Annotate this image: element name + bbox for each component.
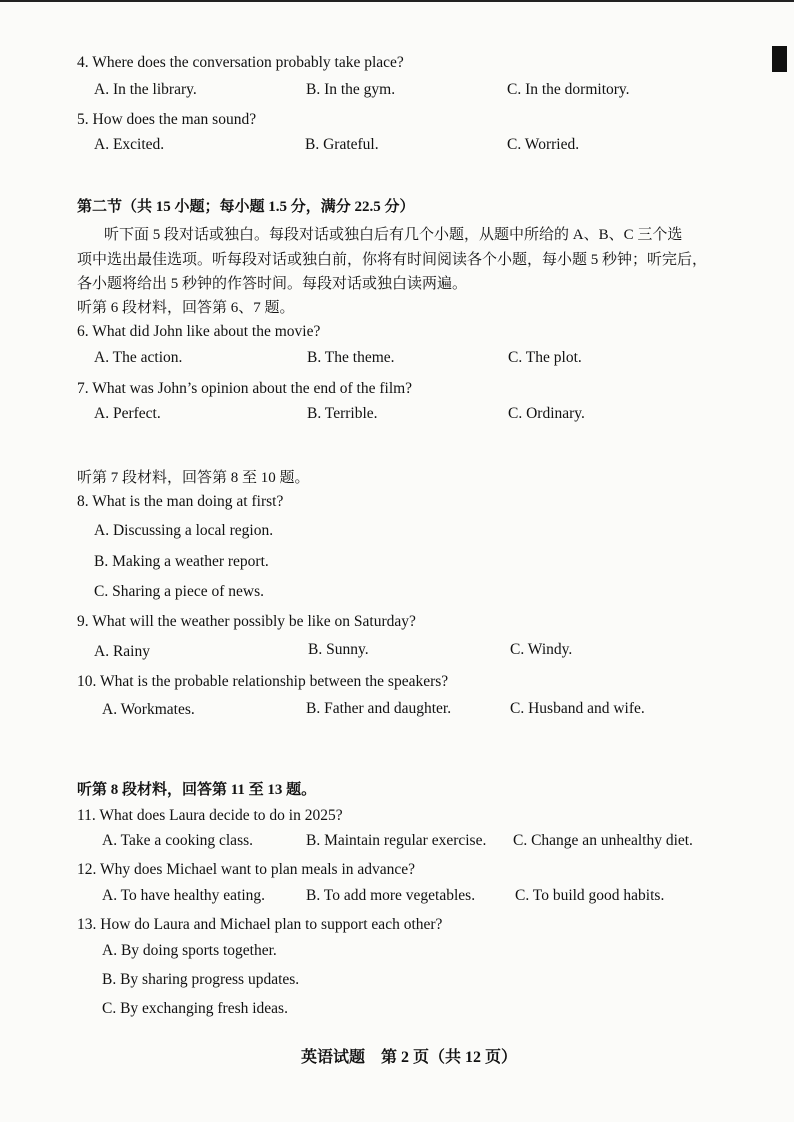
q4-option-a: A. In the library.	[94, 81, 197, 98]
scan-marker	[772, 46, 787, 72]
q12-option-a: A. To have healthy eating.	[102, 887, 266, 904]
q9-option-a: A. Rainy	[94, 643, 150, 660]
question-4: 4. Where does the conversation probably take place?	[77, 54, 404, 71]
question-5: 5. How does the man sound?	[77, 111, 257, 128]
section-heading: 第二节（共 15 小题；每小题 1.5 分，满分 22.5 分）	[77, 199, 415, 215]
q5-option-a: A. Excited.	[94, 136, 165, 153]
q13-option-c: C. By exchanging fresh ideas.	[102, 1000, 288, 1017]
q11-option-b: B. Maintain regular exercise.	[306, 832, 487, 849]
question-11: 11. What does Laura decide to do in 2025?	[77, 807, 343, 824]
q8-option-c: C. Sharing a piece of news.	[94, 583, 265, 600]
q7-option-a: A. Perfect.	[94, 405, 161, 422]
instruction-line-2: 项中选出最佳选项。听每段对话或独白前，你将有时间阅读各个小题，每小题 5 秒钟；听完后，	[77, 252, 708, 268]
question-7: 7. What was John’s opinion about the end of the film?	[77, 380, 413, 397]
part-6-title: 听第 6 段材料，回答第 6、7 题。	[77, 300, 295, 316]
q6-option-b: B. The theme.	[307, 349, 395, 366]
q4-option-c: C. In the dormitory.	[507, 81, 630, 98]
question-9: 9. What will the weather possibly be like on Saturday?	[77, 613, 416, 630]
q6-option-c: C. The plot.	[508, 349, 582, 366]
instruction-line-3: 各小题将给出 5 秒钟的作答时间。每段对话或独白读两遍。	[77, 276, 468, 292]
q12-option-c: C. To build good habits.	[515, 887, 665, 904]
question-12: 12. Why does Michael want to plan meals in advance?	[77, 861, 416, 878]
question-6: 6. What did John like about the movie?	[77, 323, 321, 340]
q8-option-a: A. Discussing a local region.	[94, 522, 274, 539]
q6-option-a: A. The action.	[94, 349, 183, 366]
q11-option-a: A. Take a cooking class.	[102, 832, 254, 849]
question-10: 10. What is the probable relationship between the speakers?	[77, 673, 449, 690]
q10-option-c: C. Husband and wife.	[510, 700, 645, 717]
q10-option-b: B. Father and daughter.	[306, 700, 452, 717]
q12-option-b: B. To add more vegetables.	[306, 887, 476, 904]
q9-option-c: C. Windy.	[510, 641, 573, 658]
q8-option-b: B. Making a weather report.	[94, 553, 269, 570]
q13-option-b: B. By sharing progress updates.	[102, 971, 300, 988]
q5-option-c: C. Worried.	[507, 136, 580, 153]
question-8: 8. What is the man doing at first?	[77, 493, 284, 510]
page-footer: 英语试题 第 2 页（共 12 页）	[301, 1049, 518, 1066]
q7-option-c: C. Ordinary.	[508, 405, 585, 422]
part-7-title: 听第 7 段材料，回答第 8 至 10 题。	[77, 470, 310, 486]
q11-option-c: C. Change an unhealthy diet.	[513, 832, 693, 849]
q10-option-a: A. Workmates.	[102, 701, 195, 718]
part-8-title: 听第 8 段材料，回答第 11 至 13 题。	[77, 782, 317, 798]
question-13: 13. How do Laura and Michael plan to support each other?	[77, 916, 443, 933]
page-top-edge	[0, 0, 794, 2]
q4-option-b: B. In the gym.	[306, 81, 396, 98]
q9-option-b: B. Sunny.	[308, 641, 369, 658]
q5-option-b: B. Grateful.	[305, 136, 379, 153]
instruction-line-1: 听下面 5 段对话或独白。每段对话或独白后有几个小题，从题中所给的 A、B、C 三个选	[104, 227, 683, 243]
q7-option-b: B. Terrible.	[307, 405, 378, 422]
q13-option-a: A. By doing sports together.	[102, 942, 277, 959]
